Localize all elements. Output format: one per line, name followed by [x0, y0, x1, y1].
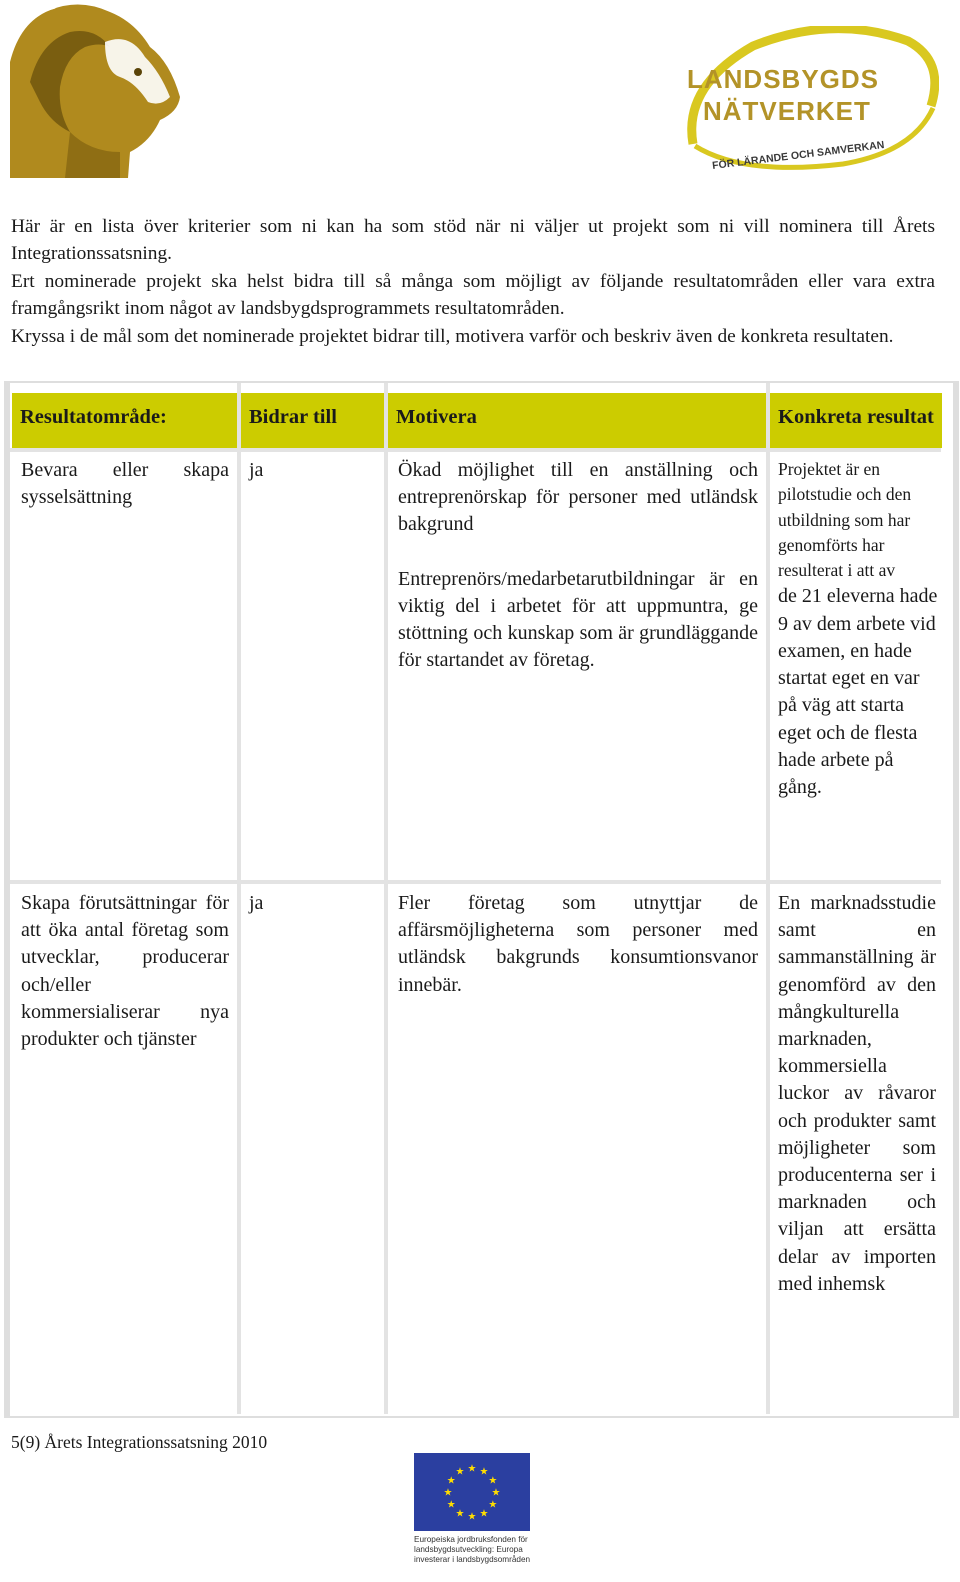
ram-emblem-logo [10, 2, 182, 178]
eu-star-icon: ★ [446, 1475, 456, 1487]
eu-star-icon: ★ [488, 1499, 498, 1511]
table-cell-motivate: Fler företag som utnyttjar de affärsmöjligheterna som personer med utländsk bakgrunds konsumtionsvanor innebär. [398, 892, 758, 996]
table-cell-contributes: ja [249, 892, 264, 914]
header-cell-contributes: Bidrar till [241, 393, 384, 448]
eu-star-icon: ★ [488, 1475, 498, 1487]
eu-caption-line: landsbygdsutveckling: Europa [414, 1545, 523, 1554]
eu-star-icon: ★ [479, 1466, 489, 1478]
row-divider [10, 448, 941, 452]
header-cell-area: Resultatområde: [12, 393, 237, 448]
intro-paragraph: Ert nominerade projekt ska helst bidra till så många som möjligt av följande resultatområden eller vara extra framgångsrikt inom något av landsbygdsprogrammets resultatområden. [11, 270, 935, 320]
table-cell-contributes: ja [249, 459, 264, 481]
header-cell-motivate: Motivera [388, 393, 766, 448]
column-divider [766, 383, 770, 1414]
header-cell-results: Konkreta resultat [770, 393, 942, 448]
motivate-paragraph: Entreprenörs/medarbetarutbildningar är en viktig del i arbetet för att uppmuntra, ge stöttning och kunskap som är grundläggande för startandet av företag. [398, 567, 758, 672]
column-divider [384, 383, 388, 1414]
eu-star-icon: ★ [467, 1463, 477, 1475]
eu-star-icon: ★ [443, 1487, 453, 1499]
table-cell-results: En marknadsstudie samt en sammanställning är genomförd av den mångkulturella marknaden, kommersiella luckor av råvaror och produkter samt möjligheter som producenterna ser i marknaden och viljan att ersätta delar av importen med inhemsk [778, 892, 936, 1295]
intro-paragraph: Här är en lista över kriterier som ni kan ha som stöd när ni väljer ut projekt som ni vill nominera till Årets Integrationssatsning. [11, 216, 935, 265]
criteria-table [4, 381, 959, 1418]
results-text-small: Projektet är en pilotstudie och den utbildning som har genomförts har resulterat i att av [778, 459, 912, 581]
table-cell-area: Bevara eller skapa sysselsättning [21, 459, 229, 509]
table-cell-results [778, 457, 940, 801]
table-cell-area: Skapa förutsättningar för att öka antal företag som utvecklar, producerar och/eller kommersialiserar nya produkter och tjänster [21, 892, 229, 1051]
logo-text-line1: LANDSBYGDS [687, 64, 880, 94]
results-text: de 21 eleverna hade 9 av dem arbete vid examen, en hade startat eget en var på väg att starta eget och de flesta hade arbete på gång. [778, 585, 938, 798]
eu-flag-icon [414, 1453, 530, 1531]
table-cell-motivate [398, 457, 758, 674]
eu-caption-line: investerar i landsbygdsområden [414, 1555, 531, 1564]
eu-star-icon: ★ [491, 1487, 501, 1499]
eu-star-icon: ★ [467, 1511, 477, 1523]
eu-star-icon: ★ [455, 1466, 465, 1478]
eu-logo [414, 1453, 532, 1565]
eu-caption-line: Europeiska jordbruksfonden för [414, 1535, 528, 1544]
eu-star-icon: ★ [479, 1508, 489, 1520]
intro-paragraph: Kryssa i de mål som det nominerade projektet bidrar till, motivera varför och beskriv även de konkreta resultaten. [11, 325, 894, 347]
eu-caption [414, 1535, 532, 1565]
logo-text-line2: NÄTVERKET [703, 96, 871, 126]
column-divider [237, 383, 241, 1414]
intro-text [11, 213, 935, 350]
eu-star-icon: ★ [446, 1499, 456, 1511]
row-divider [10, 880, 941, 884]
motivate-paragraph: Ökad möjlighet till en anställning och entreprenörskap för personer med utländsk bakgrund [398, 459, 758, 536]
logo-tagline: FÖR LÄRANDE OCH SAMVERKAN [711, 138, 885, 172]
page-footer: 5(9) Årets Integrationssatsning 2010 [11, 1432, 268, 1452]
landsbygdsnatverket-logo [683, 26, 939, 180]
eu-star-icon: ★ [455, 1508, 465, 1520]
